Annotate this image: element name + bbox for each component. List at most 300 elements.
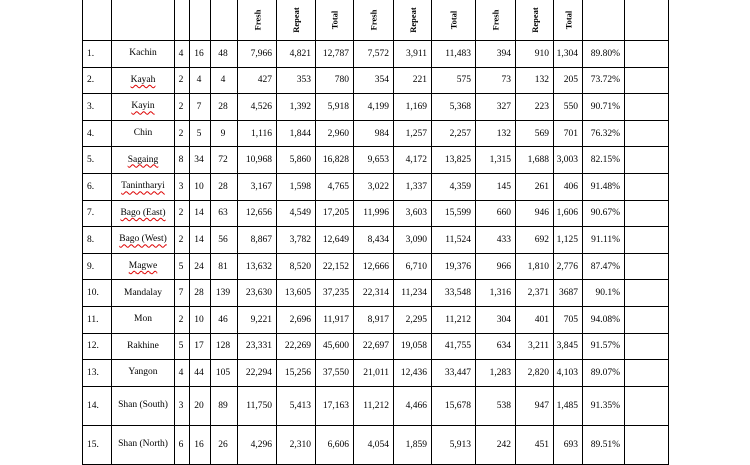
cell-value <box>277 253 316 280</box>
cell-text: 4,199 <box>367 101 389 112</box>
cell-text: 41,755 <box>444 341 471 352</box>
table-row <box>83 67 669 94</box>
cell-text: 660 <box>496 208 511 219</box>
cell-text: 12,787 <box>322 48 349 59</box>
cell-value <box>583 120 625 147</box>
cell-text: 5 <box>196 128 202 139</box>
cell-text: 327 <box>496 101 511 112</box>
cell-text: 44 <box>194 367 204 378</box>
cell-value <box>316 253 354 280</box>
cell-text: 4,821 <box>289 48 311 59</box>
cell-text: 4,103 <box>556 367 578 378</box>
cell-value <box>554 333 583 360</box>
cell-text: 11,750 <box>246 400 272 411</box>
cell-value <box>211 360 238 387</box>
cell-value <box>583 333 625 360</box>
cell-text: 1,598 <box>289 181 311 192</box>
cell-text: 28 <box>194 288 204 299</box>
cell-value <box>394 386 432 425</box>
empty-cell <box>625 280 669 307</box>
cell-text: 90.67% <box>590 208 620 219</box>
table-row <box>83 227 669 254</box>
cell-value <box>211 425 238 464</box>
cell-value <box>476 306 516 333</box>
table-row <box>83 173 669 200</box>
cell-text: 8,434 <box>367 234 389 245</box>
cell-text: 10. <box>87 288 99 299</box>
cell-text: 4,359 <box>449 181 471 192</box>
cell-text: 3,603 <box>405 208 427 219</box>
cell-value <box>277 425 316 464</box>
cell-value <box>554 360 583 387</box>
cell-value <box>238 360 277 387</box>
cell-value <box>554 253 583 280</box>
cell-text: 91.57% <box>590 341 620 352</box>
empty-cell <box>625 200 669 227</box>
empty-cell <box>625 306 669 333</box>
column-header <box>112 0 175 41</box>
cell-value <box>394 147 432 174</box>
cell-value <box>394 120 432 147</box>
cell-value <box>316 147 354 174</box>
cell-value <box>238 386 277 425</box>
cell-value <box>516 360 554 387</box>
region-label: Mon <box>134 314 152 325</box>
cell-value <box>211 94 238 121</box>
empty-cell <box>625 425 669 464</box>
cell-value <box>516 227 554 254</box>
cell-value <box>190 333 211 360</box>
region-name <box>112 306 175 333</box>
cell-value <box>316 227 354 254</box>
column-header-label: Fresh <box>490 9 501 30</box>
cell-value <box>394 280 432 307</box>
cell-value <box>432 94 476 121</box>
row-number <box>83 147 112 174</box>
cell-value <box>175 227 190 254</box>
cell-value <box>190 425 211 464</box>
cell-text: 37,235 <box>322 288 349 299</box>
region-label: Kayin <box>131 101 155 112</box>
column-header <box>432 0 476 41</box>
cell-text: 48 <box>218 48 228 59</box>
cell-value <box>354 67 394 94</box>
cell-value <box>583 386 625 425</box>
column-header <box>625 0 669 41</box>
cell-text: 4,765 <box>327 181 349 192</box>
cell-value <box>516 425 554 464</box>
cell-value <box>211 67 238 94</box>
cell-value <box>476 425 516 464</box>
cell-text: 3687 <box>559 288 578 299</box>
header-row <box>83 0 669 41</box>
cell-text: 89.07% <box>590 367 620 378</box>
region-label: Rakhine <box>127 340 159 351</box>
row-number <box>83 41 112 68</box>
cell-text: 7,966 <box>250 48 272 59</box>
cell-text: 13,632 <box>245 261 272 272</box>
cell-value <box>394 333 432 360</box>
cell-value <box>175 280 190 307</box>
cell-value <box>354 280 394 307</box>
cell-text: 17,163 <box>322 400 349 411</box>
cell-value <box>516 173 554 200</box>
cell-value <box>316 386 354 425</box>
cell-text: 1. <box>87 48 95 59</box>
region-name <box>112 67 175 94</box>
cell-text: 701 <box>563 128 578 139</box>
column-header <box>554 0 583 41</box>
cell-value <box>277 306 316 333</box>
cell-text: 7 <box>178 288 184 299</box>
cell-value <box>476 360 516 387</box>
table-row <box>83 360 669 387</box>
region-label: Kachin <box>129 48 157 59</box>
cell-text: 2 <box>178 128 184 139</box>
cell-text: 2 <box>178 75 184 86</box>
cell-value <box>354 425 394 464</box>
cell-value <box>476 280 516 307</box>
cell-text: 575 <box>456 75 471 86</box>
cell-value <box>316 120 354 147</box>
cell-text: 28 <box>218 101 228 112</box>
cell-text: 6. <box>87 181 95 192</box>
cell-text: 15. <box>87 439 99 450</box>
cell-value <box>394 360 432 387</box>
region-label: Chin <box>133 128 153 139</box>
cell-text: 5 <box>178 261 184 272</box>
region-name <box>112 94 175 121</box>
cell-text: 11,917 <box>323 314 349 325</box>
cell-text: 6,606 <box>327 439 349 450</box>
cell-value <box>190 94 211 121</box>
cell-text: 427 <box>257 75 272 86</box>
cell-text: 33,548 <box>444 288 471 299</box>
region-name <box>112 386 175 425</box>
column-header-label: Fresh <box>368 9 379 30</box>
region-name <box>112 41 175 68</box>
cell-value <box>476 173 516 200</box>
cell-value <box>583 425 625 464</box>
cell-text: 3,003 <box>556 155 578 166</box>
cell-text: 4 <box>220 75 226 86</box>
cell-text: 221 <box>412 75 427 86</box>
column-header <box>476 0 516 41</box>
cell-text: 1,485 <box>556 400 578 411</box>
cell-value <box>190 386 211 425</box>
cell-value <box>175 94 190 121</box>
cell-text: 132 <box>534 75 549 86</box>
cell-value <box>238 200 277 227</box>
cell-text: 6 <box>178 439 184 450</box>
cell-value <box>175 425 190 464</box>
cell-value <box>190 67 211 94</box>
cell-value <box>554 173 583 200</box>
cell-value <box>554 386 583 425</box>
cell-text: 1,844 <box>289 128 311 139</box>
cell-value <box>190 173 211 200</box>
cell-text: 22,697 <box>362 341 389 352</box>
region-name <box>112 147 175 174</box>
cell-text: 23,630 <box>245 288 272 299</box>
region-name <box>112 360 175 387</box>
cell-value <box>354 200 394 227</box>
cell-text: 4,054 <box>367 439 389 450</box>
empty-cell <box>625 120 669 147</box>
cell-text: 6,710 <box>405 261 427 272</box>
cell-text: 90.71% <box>590 101 620 112</box>
cell-value <box>277 280 316 307</box>
cell-text: 26 <box>218 439 228 450</box>
cell-value <box>394 67 432 94</box>
cell-value <box>277 41 316 68</box>
row-number <box>83 227 112 254</box>
cell-text: 89.51% <box>590 439 620 450</box>
region-name <box>112 200 175 227</box>
cell-text: 8,917 <box>367 314 389 325</box>
cell-value <box>354 227 394 254</box>
cell-value <box>238 120 277 147</box>
region-label: Bago (East) <box>120 207 166 218</box>
cell-text: 3,911 <box>405 48 427 59</box>
cell-text: 2 <box>178 314 184 325</box>
cell-value <box>175 253 190 280</box>
region-label: Kayah <box>130 74 156 85</box>
cell-text: 16,828 <box>322 155 349 166</box>
cell-value <box>432 200 476 227</box>
cell-value <box>277 147 316 174</box>
cell-value <box>516 120 554 147</box>
cell-value <box>476 386 516 425</box>
cell-value <box>476 253 516 280</box>
cell-text: 34 <box>194 155 204 166</box>
cell-value <box>554 94 583 121</box>
empty-cell <box>625 253 669 280</box>
cell-text: 5,918 <box>327 101 349 112</box>
column-header <box>316 0 354 41</box>
cell-value <box>516 41 554 68</box>
cell-value <box>583 41 625 68</box>
row-number <box>83 200 112 227</box>
cell-text: 705 <box>563 314 578 325</box>
empty-cell <box>625 147 669 174</box>
cell-value <box>211 253 238 280</box>
column-header-label: Repeat <box>407 6 418 33</box>
column-header <box>394 0 432 41</box>
cell-value <box>516 253 554 280</box>
cell-text: 569 <box>534 128 549 139</box>
cell-text: 20 <box>194 400 204 411</box>
table-row <box>83 306 669 333</box>
cell-value <box>516 200 554 227</box>
cell-value <box>190 120 211 147</box>
table-row <box>83 120 669 147</box>
row-number <box>83 360 112 387</box>
cell-value <box>211 333 238 360</box>
cell-text: 14 <box>194 234 204 245</box>
cell-value <box>175 200 190 227</box>
column-header <box>83 0 112 41</box>
cell-text: 8,867 <box>250 234 272 245</box>
region-label: Mandalay <box>124 287 162 298</box>
cell-value <box>316 360 354 387</box>
cell-text: 1,257 <box>405 128 427 139</box>
cell-text: 4,549 <box>289 208 311 219</box>
row-number <box>83 306 112 333</box>
cell-text: 81 <box>218 261 228 272</box>
cell-text: 11. <box>87 314 99 325</box>
cell-value <box>583 94 625 121</box>
cell-value <box>583 253 625 280</box>
cell-text: 242 <box>496 439 511 450</box>
cell-text: 2 <box>178 101 184 112</box>
cell-text: 2,960 <box>327 128 349 139</box>
cell-text: 72 <box>218 155 228 166</box>
cell-value <box>432 67 476 94</box>
cell-text: 11,524 <box>445 234 471 245</box>
cell-text: 780 <box>334 75 349 86</box>
cell-value <box>476 94 516 121</box>
cell-text: 19,058 <box>400 341 427 352</box>
cell-text: 91.11% <box>591 234 620 245</box>
cell-text: 9,653 <box>367 155 389 166</box>
cell-value <box>316 173 354 200</box>
column-header <box>211 0 238 41</box>
cell-text: 89.80% <box>590 48 620 59</box>
cell-value <box>476 200 516 227</box>
cell-text: 550 <box>563 101 578 112</box>
cell-value <box>583 200 625 227</box>
cell-text: 5,368 <box>449 101 471 112</box>
cell-text: 105 <box>215 367 231 378</box>
cell-value <box>175 306 190 333</box>
cell-value <box>394 173 432 200</box>
region-name <box>112 120 175 147</box>
cell-text: 693 <box>563 439 578 450</box>
cell-value <box>354 173 394 200</box>
cell-text: 7 <box>196 101 202 112</box>
cell-text: 2,696 <box>289 314 311 325</box>
cell-text: 28 <box>218 181 228 192</box>
region-name <box>112 280 175 307</box>
cell-text: 56 <box>218 234 228 245</box>
cell-text: 22,294 <box>245 367 272 378</box>
cell-value <box>354 306 394 333</box>
cell-text: 16 <box>194 439 204 450</box>
cell-value <box>238 253 277 280</box>
cell-text: 3,845 <box>556 341 578 352</box>
cell-text: 9,221 <box>250 314 272 325</box>
cell-text: 2,820 <box>527 367 549 378</box>
cell-text: 3,167 <box>250 181 272 192</box>
cell-text: 1,125 <box>556 234 578 245</box>
cell-text: 1,116 <box>250 128 272 139</box>
column-header-label: Total <box>448 10 459 29</box>
region-name <box>112 333 175 360</box>
cell-value <box>516 67 554 94</box>
cell-value <box>432 120 476 147</box>
cell-text: 22,152 <box>322 261 349 272</box>
cell-text: 89 <box>218 400 228 411</box>
cell-value <box>277 333 316 360</box>
cell-text: 4 <box>178 367 184 378</box>
row-number <box>83 94 112 121</box>
cell-text: 1,283 <box>489 367 511 378</box>
cell-value <box>394 425 432 464</box>
cell-value <box>554 120 583 147</box>
cell-text: 12,666 <box>362 261 389 272</box>
cell-value <box>583 306 625 333</box>
cell-text: 910 <box>534 48 549 59</box>
cell-text: 145 <box>496 181 511 192</box>
cell-text: 12,649 <box>322 234 349 245</box>
cell-text: 94.08% <box>590 314 620 325</box>
cell-value <box>190 253 211 280</box>
cell-text: 15,256 <box>284 367 311 378</box>
cell-text: 2 <box>178 234 184 245</box>
cell-text: 4,172 <box>405 155 427 166</box>
table-row <box>83 280 669 307</box>
region-label: Magwe <box>128 261 158 272</box>
cell-text: 3,090 <box>405 234 427 245</box>
cell-value <box>516 147 554 174</box>
cell-text: 12,656 <box>245 208 272 219</box>
cell-text: 1,810 <box>527 261 549 272</box>
document-page <box>82 0 669 465</box>
empty-cell <box>625 386 669 425</box>
cell-text: 304 <box>496 314 511 325</box>
cell-text: 16 <box>194 48 204 59</box>
cell-text: 10,968 <box>245 155 272 166</box>
cell-text: 538 <box>496 400 511 411</box>
cell-value <box>354 253 394 280</box>
cell-value <box>175 360 190 387</box>
row-number <box>83 67 112 94</box>
cell-text: 261 <box>534 181 549 192</box>
cell-value <box>316 306 354 333</box>
cell-value <box>554 41 583 68</box>
cell-value <box>316 200 354 227</box>
cell-value <box>175 173 190 200</box>
cell-text: 11,483 <box>445 48 471 59</box>
cell-text: 37,550 <box>322 367 349 378</box>
cell-value <box>432 333 476 360</box>
cell-text: 9 <box>220 128 226 139</box>
cell-text: 5,913 <box>449 439 471 450</box>
cell-text: 406 <box>563 181 578 192</box>
row-number <box>83 280 112 307</box>
cell-text: 13,825 <box>444 155 471 166</box>
cell-value <box>516 386 554 425</box>
cell-text: 19,376 <box>444 261 471 272</box>
column-header <box>354 0 394 41</box>
cell-text: 3,211 <box>527 341 549 352</box>
cell-value <box>238 280 277 307</box>
cell-text: 7. <box>87 208 95 219</box>
cell-value <box>476 67 516 94</box>
cell-text: 9. <box>87 261 95 272</box>
cell-text: 353 <box>296 75 311 86</box>
cell-text: 73 <box>501 75 511 86</box>
cell-value <box>238 41 277 68</box>
cell-value <box>211 120 238 147</box>
empty-cell <box>625 360 669 387</box>
cell-value <box>190 360 211 387</box>
cell-value <box>316 425 354 464</box>
column-header <box>238 0 277 41</box>
cell-value <box>211 227 238 254</box>
cell-text: 4,466 <box>405 400 427 411</box>
